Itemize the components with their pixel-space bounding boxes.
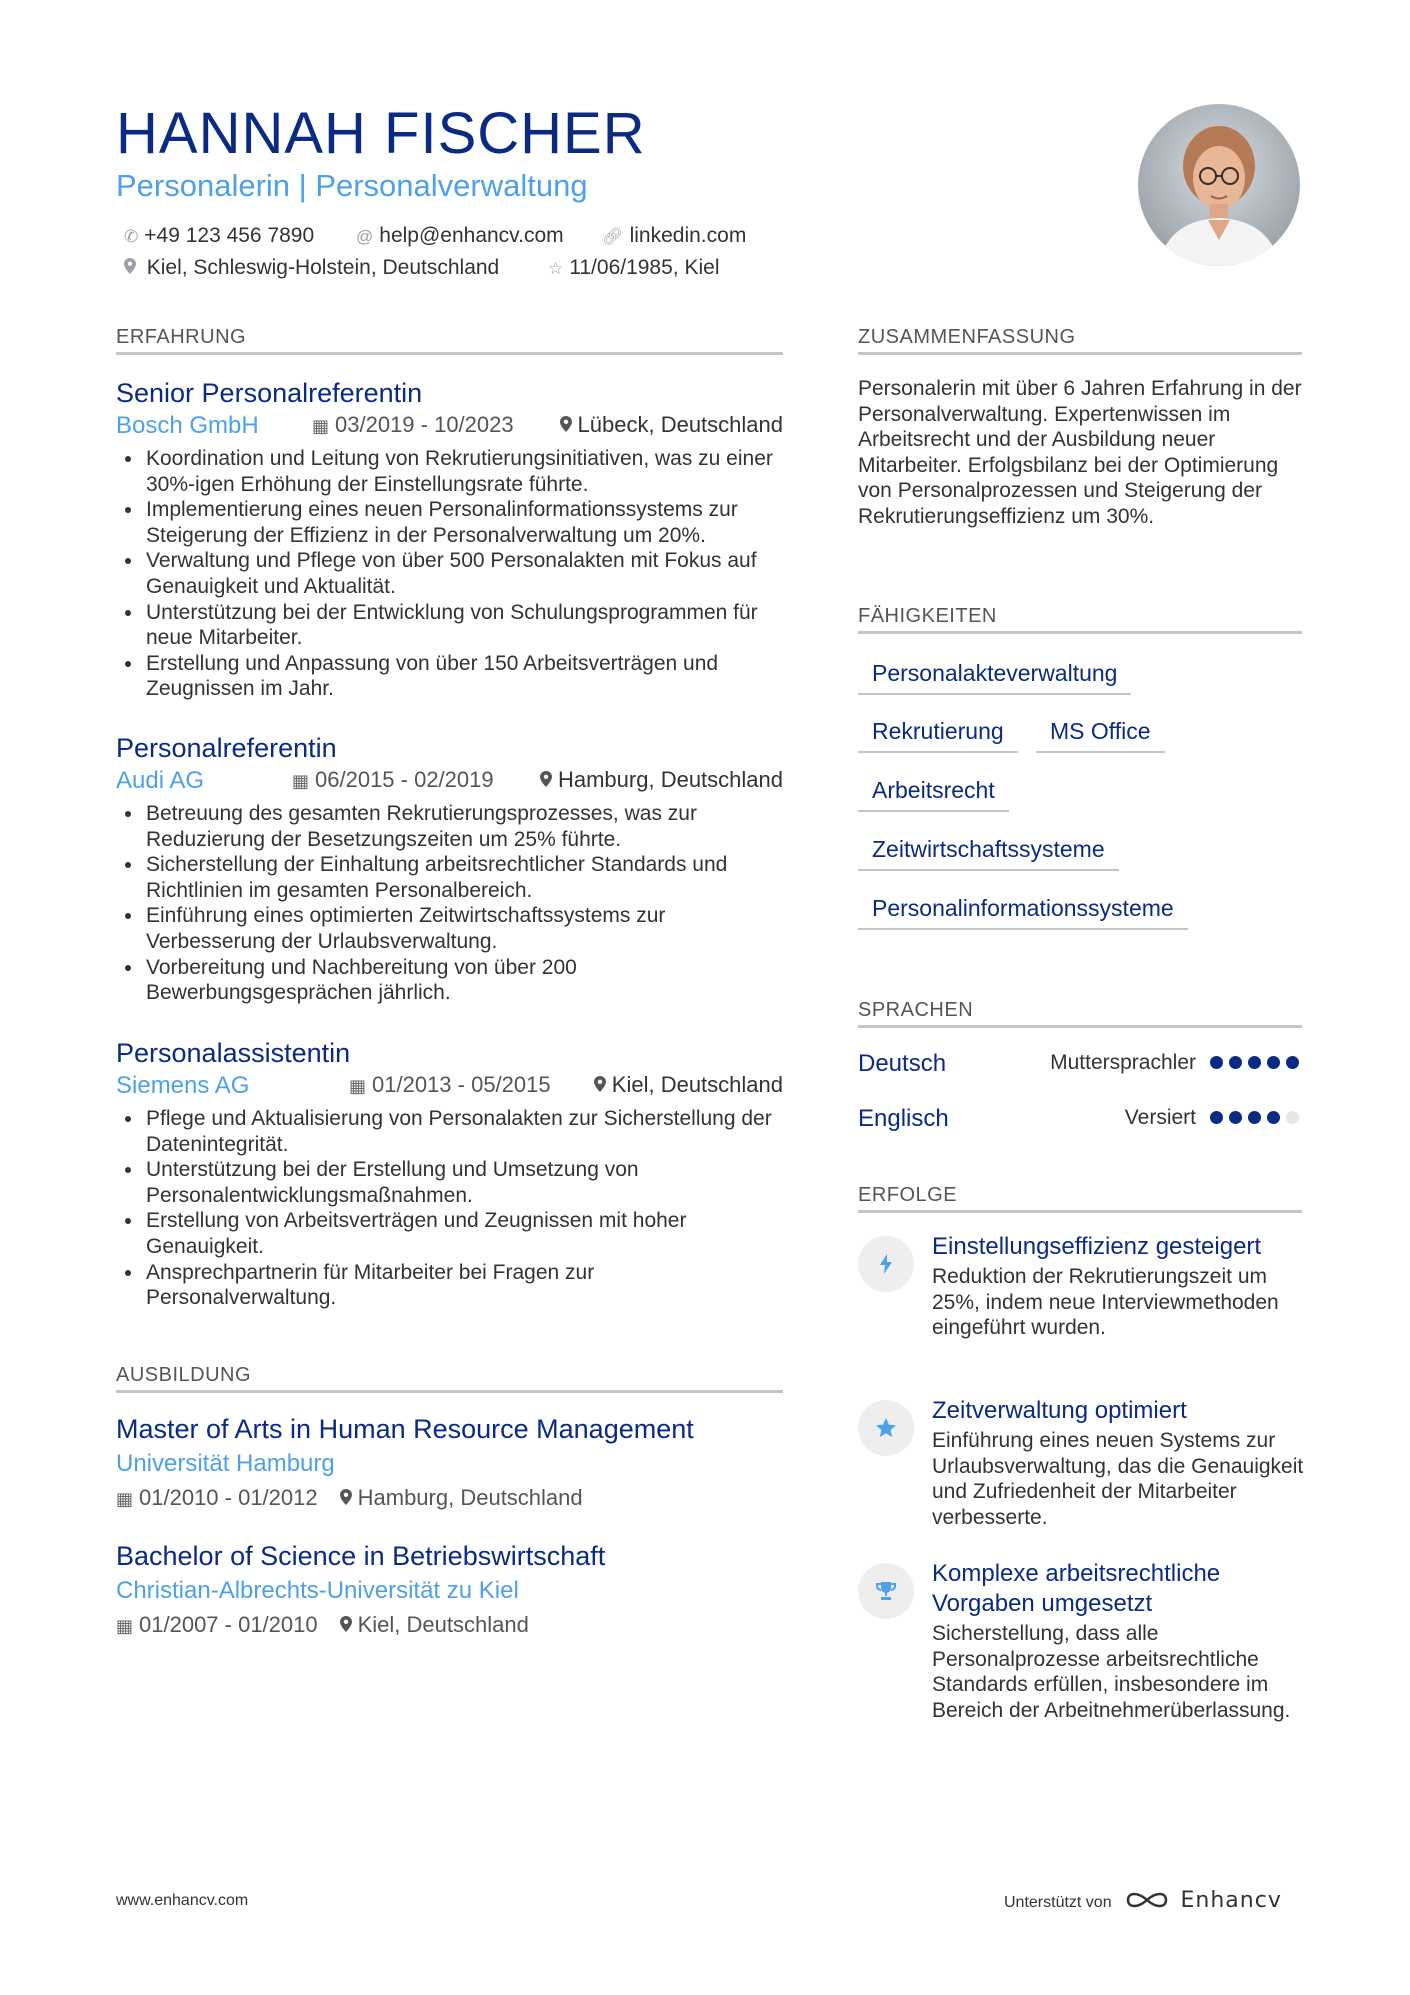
job-dates-text: 01/2013 - 05/2015 xyxy=(372,1072,551,1097)
edu-location: Hamburg, Deutschland xyxy=(357,1485,583,1510)
star-icon xyxy=(858,1400,914,1456)
calendar-icon: ▦ xyxy=(349,1076,367,1096)
job-bullet: • Vorbereitung und Nachbereitung von über 200 Bewerbungsgesprächen jährlich. xyxy=(144,955,783,1006)
rating-dot-filled xyxy=(1248,1111,1261,1124)
enhancv-brand: Enhancv xyxy=(1180,1888,1282,1913)
achievement-text: Einführung eines neuen Systems zur Urlaubsverwaltung, das die Genauigkeit und Zufriedenheit der Mitarbeiter verbesserte. xyxy=(932,1429,1304,1529)
phone-icon: ✆ xyxy=(124,227,139,246)
edu-degree: Bachelor of Science in Betriebswirtschaft xyxy=(116,1541,606,1571)
star-outline-icon: ☆ xyxy=(548,259,564,278)
phone-text: +49 123 456 7890 xyxy=(144,224,315,247)
achievement-text: Reduktion der Rekrutierungszeit um 25%, indem neue Interviewmethoden eingeführt wurden. xyxy=(932,1265,1279,1340)
calendar-icon: ▦ xyxy=(312,416,330,436)
job-title: Personalreferentin xyxy=(116,733,337,763)
skill-tag: Zeitwirtschaftssysteme xyxy=(858,836,1119,871)
job-meta xyxy=(116,1070,783,1106)
job-bullet: • Verwaltung und Pflege von über 500 Personalakten mit Fokus auf Genauigkeit und Aktualität. xyxy=(144,548,783,599)
location-item xyxy=(124,256,499,280)
job-location xyxy=(560,412,783,438)
achievement-item xyxy=(858,1232,1302,1372)
job-title: Senior Personalreferentin xyxy=(116,378,423,408)
job-company: Audi AG xyxy=(116,767,205,794)
rating-dot-filled xyxy=(1229,1056,1242,1069)
job-dates xyxy=(312,412,514,438)
job-location-text: Kiel, Deutschland xyxy=(611,1072,783,1097)
birth-item xyxy=(548,256,719,280)
job-bullet: • Ansprechpartnerin für Mitarbeiter bei Fragen zur Personalverwaltung. xyxy=(144,1260,783,1311)
job-entry xyxy=(116,731,783,1006)
calendar-icon: ▦ xyxy=(116,1489,134,1509)
job-location-text: Lübeck, Deutschland xyxy=(577,412,783,437)
job-company: Siemens AG xyxy=(116,1072,250,1099)
job-company: Bosch GmbH xyxy=(116,412,259,439)
calendar-icon: ▦ xyxy=(292,771,310,791)
rating-dot-filled xyxy=(1210,1111,1223,1124)
rating-dot-filled xyxy=(1248,1056,1261,1069)
linkedin-text[interactable]: linkedin.com xyxy=(629,224,747,247)
rating-dot-filled xyxy=(1286,1056,1299,1069)
job-bullets xyxy=(116,446,783,702)
achievement-title: Einstellungseffizienz gesteigert xyxy=(932,1233,1262,1260)
powered-by-text: Unterstützt von xyxy=(1004,1894,1112,1911)
job-dates xyxy=(349,1072,551,1098)
footer-website[interactable]: www.enhancv.com xyxy=(116,1892,249,1909)
location-pin-icon xyxy=(124,259,141,278)
candidate-headline: Personalerin | Personalverwaltung xyxy=(116,168,588,203)
achievements-divider xyxy=(858,1210,1302,1213)
edu-meta xyxy=(116,1609,783,1642)
job-bullets xyxy=(116,1106,783,1311)
job-title: Personalassistentin xyxy=(116,1038,351,1068)
location-pin-icon xyxy=(594,1076,606,1096)
job-location-text: Hamburg, Deutschland xyxy=(557,767,783,792)
calendar-icon: ▦ xyxy=(116,1616,134,1636)
birth-text: 11/06/1985, Kiel xyxy=(569,256,720,279)
education-entry xyxy=(116,1539,783,1642)
summary-heading: ZUSAMMENFASSUNG xyxy=(858,326,1076,348)
language-name: Englisch xyxy=(858,1105,949,1132)
location-pin-icon xyxy=(340,1489,352,1509)
language-name: Deutsch xyxy=(858,1050,947,1077)
link-icon: 🔗︎ xyxy=(602,227,624,246)
job-bullet: • Erstellung und Anpassung von über 150 Arbeitsverträgen und Zeugnissen im Jahr. xyxy=(144,651,783,702)
job-bullet: • Sicherstellung der Einhaltung arbeitsrechtlicher Standards und Richtlinien im gesamten Personalbereich. xyxy=(144,852,783,903)
job-meta xyxy=(116,765,783,801)
experience-divider xyxy=(116,352,783,355)
skills-heading: FÄHIGKEITEN xyxy=(858,605,997,627)
job-entry xyxy=(116,376,783,702)
job-bullet: • Betreuung des gesamten Rekrutierungsprozesses, was zur Reduzierung der Besetzungszeiten um 25% führte. xyxy=(144,801,783,852)
rating-dot-filled xyxy=(1267,1056,1280,1069)
edu-school: Christian-Albrechts-Universität zu Kiel xyxy=(116,1577,519,1604)
rating-dot-filled xyxy=(1229,1111,1242,1124)
skill-tag: Rekrutierung xyxy=(858,718,1018,753)
achievements-heading: ERFOLGE xyxy=(858,1184,958,1206)
achievement-item xyxy=(858,1559,1302,1759)
location-pin-icon xyxy=(560,416,572,436)
phone-item xyxy=(124,224,314,248)
skill-tag: Personalinformationssysteme xyxy=(858,895,1188,930)
job-meta xyxy=(116,410,783,446)
job-bullet: • Erstellung von Arbeitsverträgen und Zeugnissen mit hoher Genauigkeit. xyxy=(144,1208,783,1259)
job-entry xyxy=(116,1036,783,1311)
languages-divider xyxy=(858,1025,1302,1028)
location-text: Kiel, Schleswig-Holstein, Deutschland xyxy=(146,256,500,279)
rating-dot-empty xyxy=(1286,1111,1299,1124)
education-heading: AUSBILDUNG xyxy=(116,1364,252,1386)
summary-text: Personalerin mit über 6 Jahren Erfahrung in der Personalverwaltung. Expertenwissen im Arbeitsrecht und der Ausbildung neuer Mitarbeiter. Erfolgsbilanz bei der Optimierung von Personalprozessen und Steigerung der Rekrutierungseffizienz um 30%. xyxy=(858,377,1302,528)
job-dates-text: 06/2015 - 02/2019 xyxy=(315,767,494,792)
rating-dot-filled xyxy=(1267,1111,1280,1124)
trophy-icon xyxy=(858,1563,914,1619)
footer-powered-by xyxy=(1004,1888,1282,1917)
location-pin-icon xyxy=(540,771,552,791)
language-level: Muttersprachler xyxy=(1050,1051,1196,1074)
edu-degree: Master of Arts in Human Resource Management xyxy=(116,1414,694,1444)
enhancv-logo-icon xyxy=(1124,1888,1170,1917)
job-bullet: • Koordination und Leitung von Rekrutierungsinitiativen, was zu einer 30%-igen Erhöhung der Einstellungsrate führte. xyxy=(144,446,783,497)
location-pin-icon xyxy=(340,1616,352,1636)
edu-dates: 01/2007 - 01/2010 xyxy=(139,1612,318,1637)
job-bullet: • Unterstützung bei der Entwicklung von Schulungsprogrammen für neue Mitarbeiter. xyxy=(144,600,783,651)
edu-school: Universität Hamburg xyxy=(116,1450,335,1477)
job-location xyxy=(594,1072,783,1098)
profile-photo xyxy=(1138,104,1300,266)
job-location xyxy=(540,767,783,793)
skill-tag: Arbeitsrecht xyxy=(858,777,1009,812)
experience-heading: ERFAHRUNG xyxy=(116,326,247,348)
rating-dot-filled xyxy=(1210,1056,1223,1069)
job-bullets xyxy=(116,801,783,1006)
edu-dates: 01/2010 - 01/2012 xyxy=(139,1485,318,1510)
languages-heading: SPRACHEN xyxy=(858,999,974,1021)
language-level: Versiert xyxy=(1124,1106,1196,1129)
achievement-item xyxy=(858,1396,1302,1536)
job-bullet: • Einführung eines optimierten Zeitwirtschaftssystems zur Verbesserung der Urlaubsverwaltung. xyxy=(144,903,783,954)
email-text[interactable]: help@enhancv.com xyxy=(379,224,564,247)
skill-tag: Personalakteverwaltung xyxy=(858,660,1131,695)
candidate-name: HANNAH FISCHER xyxy=(116,101,646,166)
job-dates-text: 03/2019 - 10/2023 xyxy=(335,412,514,437)
linkedin-item[interactable] xyxy=(602,224,746,248)
skill-tag: MS Office xyxy=(1036,718,1165,753)
email-item[interactable] xyxy=(356,224,564,248)
achievement-title: Komplexe arbeitsrechtliche Vorgaben umgesetzt xyxy=(932,1560,1221,1617)
job-bullet: • Unterstützung bei der Erstellung und Umsetzung von Personalentwicklungsmaßnahmen. xyxy=(144,1157,783,1208)
bolt-icon xyxy=(858,1236,914,1292)
education-entry xyxy=(116,1412,783,1515)
job-bullet: • Implementierung eines neuen Personalinformationssystems zur Steigerung der Effizienz in der Personalverwaltung um 20%. xyxy=(144,497,783,548)
achievement-text: Sicherstellung, dass alle Personalprozesse arbeitsrechtliche Standards erfüllen, insbesondere im Bereich der Arbeitnehmerüberlassung. xyxy=(932,1622,1291,1722)
education-divider xyxy=(116,1390,783,1393)
skills-divider xyxy=(858,631,1302,634)
job-bullet: • Pflege und Aktualisierung von Personalakten zur Sicherstellung der Datenintegrität. xyxy=(144,1106,783,1157)
job-dates xyxy=(292,767,494,793)
edu-location: Kiel, Deutschland xyxy=(357,1612,529,1637)
summary-divider xyxy=(858,352,1302,355)
achievement-title: Zeitverwaltung optimiert xyxy=(932,1397,1187,1424)
edu-meta xyxy=(116,1482,783,1515)
at-icon: @ xyxy=(356,227,374,246)
